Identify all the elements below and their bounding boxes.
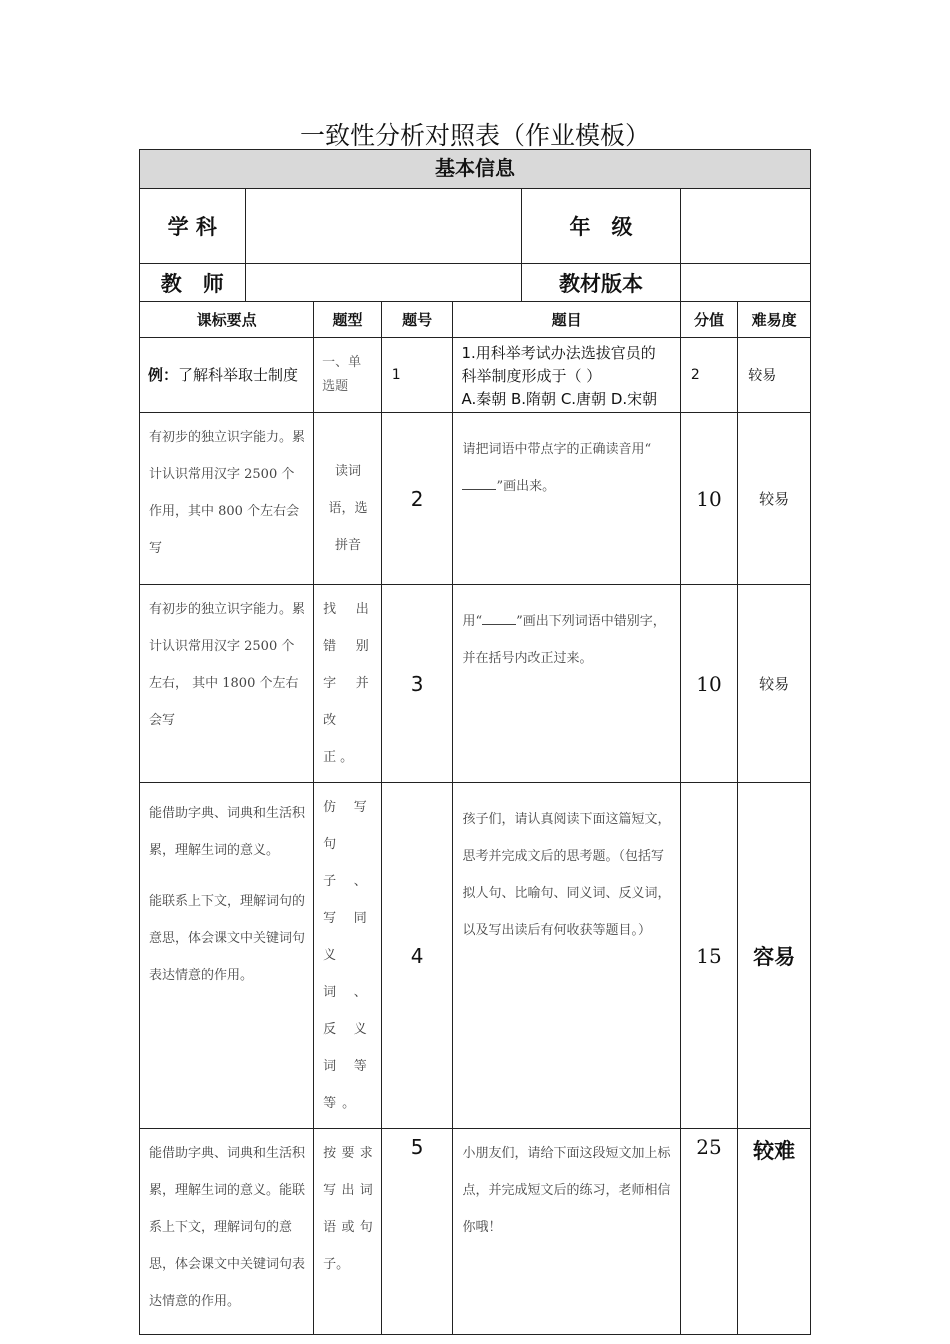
col-header-score: 分值 [680, 302, 737, 338]
example-standard-text: 了解科举取士制度 [178, 366, 299, 384]
row-difficulty: 较易 [738, 413, 811, 585]
row-standard: 有初步的独立识字能力。累计认识常用汉字 2500 个作用，其中 800 个左右会写 [140, 413, 314, 585]
row-type: 找出错别字并改正。 [314, 585, 382, 783]
row-question-text: ”画出来。 [496, 479, 556, 494]
example-type: 一、单选题 [314, 338, 382, 413]
row-type: 读词语，选拼音 [314, 413, 382, 585]
subject-label: 学 科 [140, 189, 246, 264]
consistency-table [139, 149, 811, 1335]
grade-field[interactable] [680, 189, 810, 264]
row-question [453, 585, 680, 783]
row-number: 3 [381, 585, 453, 783]
row-score: 15 [680, 783, 737, 1129]
row-standard: 有初步的独立识字能力。累计认识常用汉字 2500 个左右， 其中 1800 个左右会写 [140, 585, 314, 783]
row-difficulty: 容易 [738, 783, 811, 1129]
col-header-number: 题号 [381, 302, 453, 338]
row-number: 5 [381, 1129, 453, 1335]
table-row [140, 783, 811, 1129]
column-header-row [140, 302, 811, 338]
example-number: 1 [381, 338, 453, 413]
row-question [453, 413, 680, 585]
example-question-line: 科举制度形成于（ ） [461, 366, 602, 385]
row-standard: 能借助字典、词典和生活积累，理解生词的意义。能联系上下文，理解词句的意思，体会课文中关键词句表达情意的作用。 [140, 1129, 314, 1335]
col-header-type: 题型 [314, 302, 382, 338]
row-type: 按要求写出词语或句子。 [314, 1129, 382, 1335]
row-type: 仿写句子、写同义词、反义词等等。 [314, 783, 382, 1129]
row-question: 孩子们，请认真阅读下面这篇短文，思考并完成文后的思考题。（包括写拟人句、比喻句、同义词、反义词，以及写出读后有何收获等题目。） [453, 783, 680, 1129]
row-question-text: 用“ [462, 614, 483, 629]
edition-field[interactable] [680, 264, 810, 302]
row-difficulty: 较难 [738, 1129, 811, 1335]
row-score: 10 [680, 585, 737, 783]
example-difficulty: 较易 [738, 338, 811, 413]
grade-label: 年 级 [522, 189, 681, 264]
teacher-field[interactable] [245, 264, 522, 302]
teacher-label: 教 师 [140, 264, 246, 302]
teacher-edition-row [140, 264, 811, 302]
blank-underline [462, 479, 496, 490]
row-score: 25 [680, 1129, 737, 1335]
col-header-difficulty: 难易度 [738, 302, 811, 338]
example-standard [140, 338, 314, 413]
table-row [140, 585, 811, 783]
row-standard-paragraph: 能联系上下文，理解词句的意思，体会课文中关键词句表达情意的作用。 [149, 894, 306, 983]
basic-info-title: 基本信息 [140, 150, 811, 189]
table-row [140, 1129, 811, 1335]
row-number: 4 [381, 783, 453, 1129]
row-difficulty: 较易 [738, 585, 811, 783]
basic-info-header-row [140, 150, 811, 189]
edition-label: 教材版本 [522, 264, 681, 302]
example-row [140, 338, 811, 413]
row-question-text: ”画出下列词语中错别字，并在括号内改正过来。 [462, 614, 666, 666]
subject-field[interactable] [245, 189, 522, 264]
col-header-standard: 课标要点 [140, 302, 314, 338]
subject-grade-row [140, 189, 811, 264]
example-score: 2 [680, 338, 737, 413]
blank-underline [482, 614, 516, 625]
row-question: 小朋友们，请给下面这段短文加上标点，并完成短文后的练习，老师相信你哦！ [453, 1129, 680, 1335]
document-title: 一致性分析对照表（作业模板） [299, 121, 650, 150]
row-standard [140, 783, 314, 1129]
table-row [140, 413, 811, 585]
row-question-text: 请把词语中带点字的正确读音用“ [462, 442, 652, 457]
example-question-line: 1.用科举考试办法选拔官员的 [461, 343, 656, 362]
example-question [453, 338, 680, 413]
row-standard-paragraph: 能借助字典、词典和生活积累，理解生词的意义。 [149, 806, 306, 858]
row-number: 2 [381, 413, 453, 585]
col-header-question: 题目 [453, 302, 680, 338]
example-prefix: 例： [148, 366, 179, 384]
row-score: 10 [680, 413, 737, 585]
example-question-line: A.秦朝 B.隋朝 C.唐朝 D.宋朝 [461, 389, 658, 408]
